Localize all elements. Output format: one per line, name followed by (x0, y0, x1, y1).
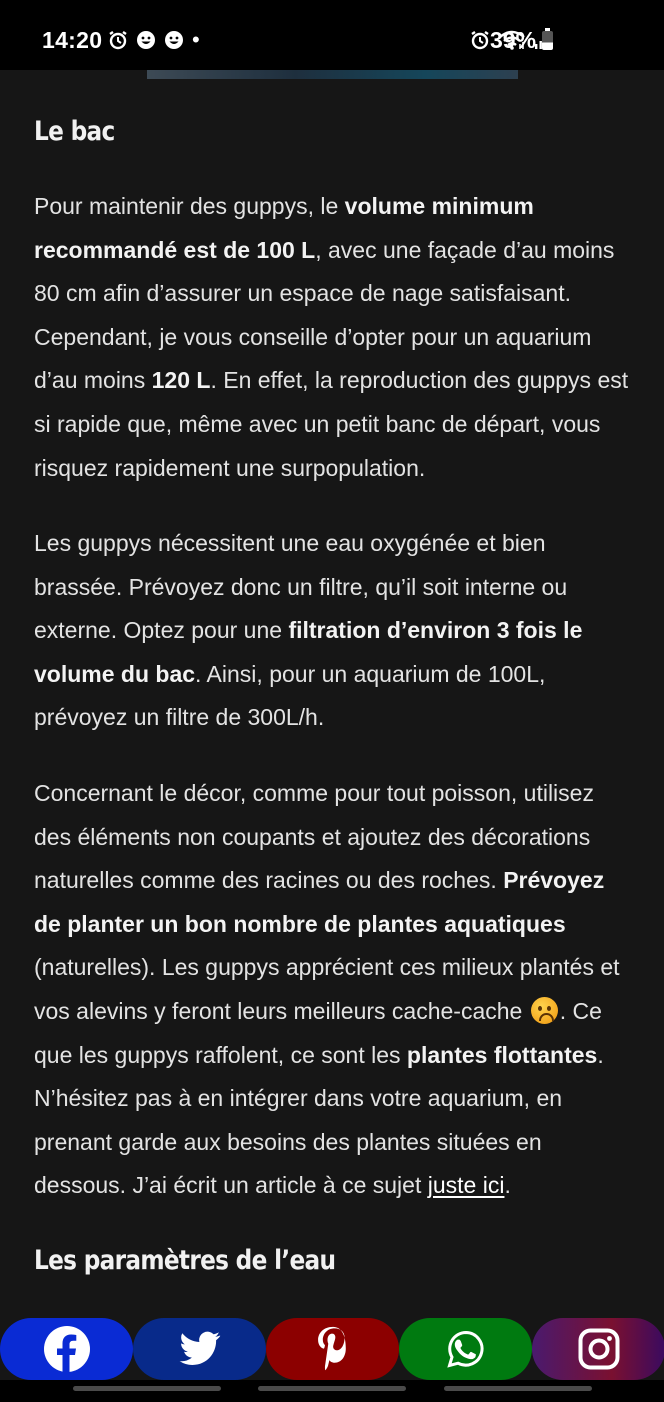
paragraph-filtration (34, 522, 634, 740)
text-run: . N’hésitez pas à en intégrer dans votre aquarium, en prenant garde aux besoins des plantes situées en dessous. J’ai écrit un article à ce sujet (34, 1041, 604, 1199)
bold-text: volume minimum recommandé est de 100 L (34, 193, 534, 263)
battery-icon (542, 31, 553, 50)
notification-icons (108, 27, 200, 52)
alarm-icon (470, 30, 490, 50)
section-heading-water-parameters: Les paramètres de l’eau (34, 1245, 336, 1276)
bold-text: plantes flottantes (406, 1041, 598, 1068)
battery-percent: 39% (490, 27, 537, 53)
article-image (147, 70, 518, 79)
status-bar (0, 0, 664, 70)
status-time: 14:20 (42, 27, 103, 53)
text-run: Les guppys nécessitent une eau oxygénée et bien brassée. Prévoyez donc un filtre, qu’il soit interne ou externe. Optez pour une (34, 530, 568, 644)
share-twitter-button[interactable] (133, 1318, 266, 1380)
pinterest-icon (315, 1326, 351, 1372)
text-run: . Ce que les guppys raffolent, ce sont les (34, 997, 602, 1068)
article-link-juste-ici[interactable]: juste ici (427, 1172, 505, 1199)
face-icon (136, 30, 156, 50)
text-run: . En effet, la reproduction des guppys est si rapide que, même avec un petit banc de départ, vous risquez rapidement une surpopulation. (34, 367, 629, 481)
text-run: (naturelles). Les guppys apprécient ces milieux plantés et vos alevins y feront leurs meilleurs cache-cache (34, 954, 620, 1024)
share-pinterest-button[interactable] (266, 1318, 399, 1380)
text-run: , avec une façade d’au moins 80 cm afin d’assurer un espace de nage satisfaisant. Cependant, je vous conseille d’opter pour un aquarium d’au moins (34, 236, 615, 394)
nav-recent-apps-button[interactable] (73, 1386, 221, 1391)
whatsapp-icon (447, 1330, 485, 1368)
dot-icon: • (192, 27, 200, 52)
text-run: Concernant le décor, comme pour tout poisson, utilisez des éléments non coupants et ajoutez des décorations naturelles comme des racines ou des roches. (34, 780, 594, 894)
text-run: . Ainsi, pour un aquarium de 100L, prévoyez un filtre de 300L/h. (34, 660, 546, 731)
social-share-bar (0, 1318, 664, 1380)
alarm-icon (108, 30, 128, 50)
text-run: . (504, 1172, 511, 1199)
nav-home-button[interactable] (258, 1386, 406, 1391)
share-facebook-button[interactable] (0, 1318, 133, 1380)
facebook-icon (43, 1325, 91, 1373)
upside-down-face-emoji-icon (531, 997, 558, 1024)
share-instagram-button[interactable] (532, 1318, 664, 1380)
bold-text: filtration d’environ 3 fois le volume du bac (34, 617, 583, 687)
section-heading-tank: Le bac (34, 116, 115, 147)
paragraph-tank-volume (34, 185, 634, 490)
paragraph-decor (34, 772, 634, 1208)
bold-text: 120 L (151, 367, 211, 394)
system-navigation-bar (0, 1380, 664, 1402)
share-whatsapp-button[interactable] (399, 1318, 532, 1380)
instagram-icon (578, 1328, 620, 1370)
bold-text: Prévoyez de planter un bon nombre de plantes aquatiques (34, 867, 605, 937)
nav-back-button[interactable] (444, 1386, 592, 1391)
text-run: Pour maintenir des guppys, le (34, 193, 345, 219)
face-icon (164, 30, 184, 50)
twitter-icon (179, 1331, 221, 1367)
